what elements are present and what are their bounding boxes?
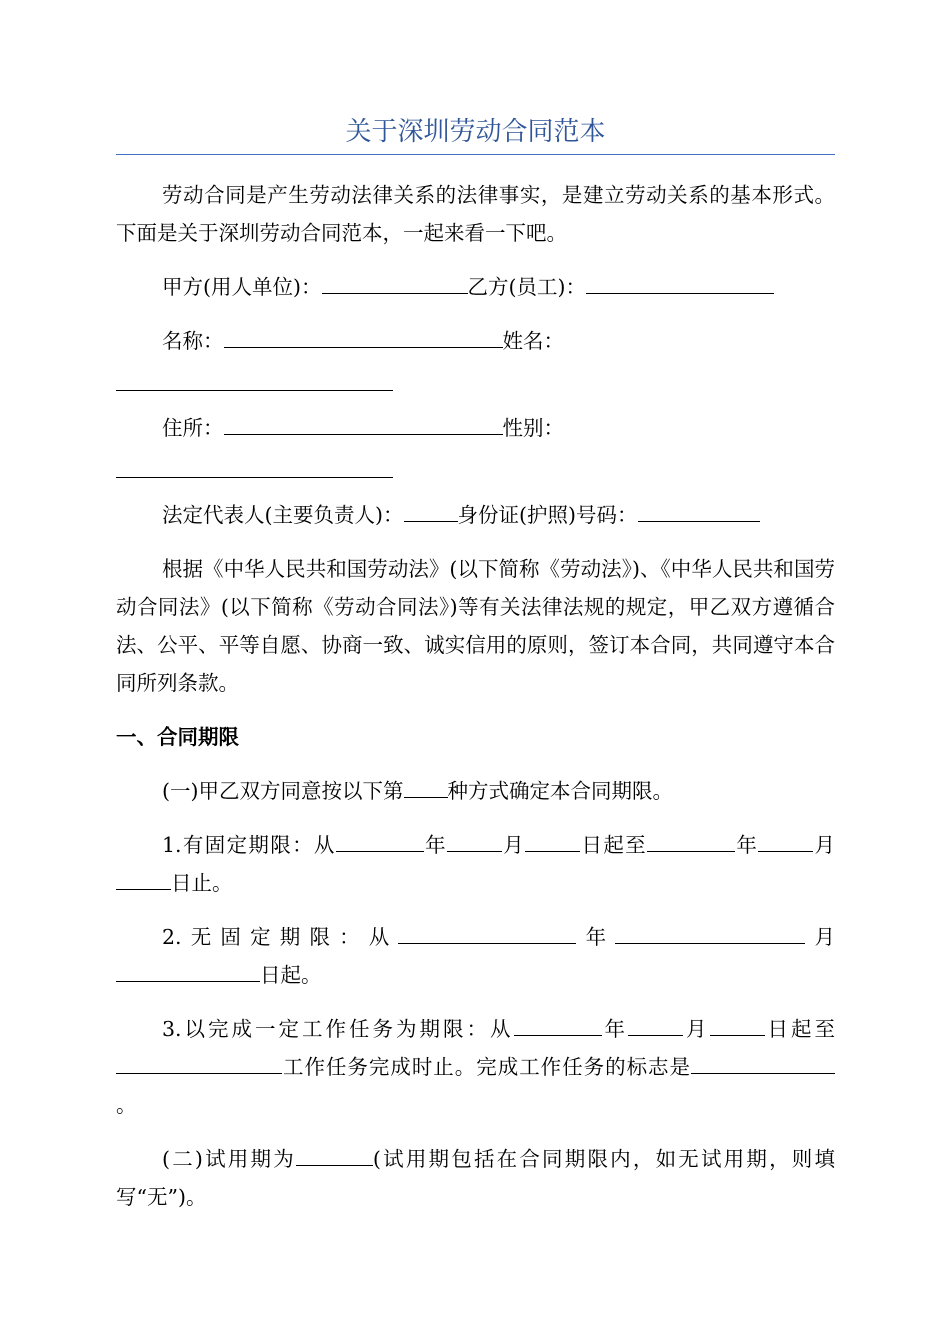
open-year-blank[interactable] <box>398 921 576 944</box>
id-blank[interactable] <box>638 499 760 522</box>
year-text: 年 <box>576 925 616 949</box>
surname-blank[interactable] <box>116 360 393 391</box>
month-text: 月 <box>813 833 836 857</box>
clause-probation <box>116 1140 835 1216</box>
month-text: 月 <box>501 833 526 857</box>
month-text: 月 <box>805 925 836 949</box>
item-fixed-term <box>116 826 835 902</box>
document-body <box>116 176 835 1232</box>
year-text: 年 <box>735 833 759 857</box>
name-label: 名称： <box>162 329 224 353</box>
name-line <box>116 322 835 360</box>
day-from-to-text: 日起至 <box>764 1017 836 1041</box>
item2-prefix: 2.无固定期限：从 <box>162 925 399 949</box>
clause-term-method <box>116 772 835 810</box>
address-line <box>116 409 835 447</box>
id-label: 身份证(护照)号码： <box>457 503 638 527</box>
surname-label: 姓名： <box>502 329 564 353</box>
basis-paragraph: 根据《中华人民共和国劳动法》(以下简称《劳动法》)、《中华人民共和国劳动合同法》(以下简称《劳动合同法》)等有关法律法规的规定，甲乙双方遵循合法、公平、平等自愿、协商一致、诚实信用的原则，签订本合同，共同遵守本合同所列条款。 <box>116 557 835 695</box>
period-text: 。 <box>116 1093 137 1117</box>
year-text: 年 <box>423 833 447 857</box>
probation-blank[interactable] <box>296 1143 373 1166</box>
task-done-text: 工作任务完成时止。完成工作任务的标志是 <box>282 1055 691 1079</box>
task-year-blank[interactable] <box>514 1013 602 1036</box>
section-heading: 一、合同期限 <box>116 725 239 749</box>
item-task-term <box>116 1010 835 1124</box>
title-underline <box>116 154 835 155</box>
legal-rep-label: 法定代表人(主要负责人)： <box>162 503 404 527</box>
party-b-blank[interactable] <box>586 271 774 294</box>
open-day-blank[interactable] <box>116 959 260 982</box>
legal-rep-blank[interactable] <box>404 499 458 522</box>
probation-suffix: (试用期包括在合同期限内，如无试用期，则填写“无”)。 <box>116 1147 835 1209</box>
clause1-prefix: (一)甲乙双方同意按以下第 <box>162 779 404 803</box>
task-month-blank[interactable] <box>628 1013 683 1036</box>
party-line <box>116 268 835 306</box>
party-b-label: 乙方(员工)： <box>467 275 586 299</box>
item3-prefix: 3.以完成一定工作任务为期限：从 <box>162 1017 514 1041</box>
task-blank[interactable] <box>116 1051 282 1074</box>
address-label: 住所： <box>162 416 224 440</box>
end-day-blank[interactable] <box>116 867 171 890</box>
start-month-blank[interactable] <box>447 829 502 852</box>
end-year-blank[interactable] <box>647 829 735 852</box>
task-mark-blank[interactable] <box>691 1051 835 1074</box>
item-open-term <box>116 918 835 994</box>
day-start-text: 日起。 <box>260 963 322 987</box>
day-from-to-text: 日起至 <box>580 833 648 857</box>
party-a-label: 甲方(用人单位)： <box>162 275 322 299</box>
item1-prefix: 1.有固定期限：从 <box>162 833 336 857</box>
open-month-blank[interactable] <box>615 921 805 944</box>
party-a-blank[interactable] <box>322 271 468 294</box>
clause1-suffix: 种方式确定本合同期限。 <box>447 779 673 803</box>
legal-rep-line <box>116 496 835 534</box>
intro-paragraph: 劳动合同是产生劳动法律关系的法律事实，是建立劳动关系的基本形式。下面是关于深圳劳动合同范本，一起来看一下吧。 <box>116 183 835 245</box>
year-text: 年 <box>601 1017 629 1041</box>
probation-prefix: (二)试用期为 <box>162 1147 296 1171</box>
method-blank[interactable] <box>404 775 448 798</box>
gender-blank[interactable] <box>116 447 393 478</box>
start-year-blank[interactable] <box>336 829 424 852</box>
month-text: 月 <box>683 1017 710 1041</box>
address-blank[interactable] <box>224 412 503 435</box>
task-day-blank[interactable] <box>710 1013 765 1036</box>
day-end-text: 日止。 <box>171 871 233 895</box>
gender-label: 性别： <box>502 416 564 440</box>
document-title: 关于深圳劳动合同范本 <box>345 117 606 147</box>
name-blank[interactable] <box>224 325 503 348</box>
end-month-blank[interactable] <box>758 829 813 852</box>
start-day-blank[interactable] <box>525 829 580 852</box>
